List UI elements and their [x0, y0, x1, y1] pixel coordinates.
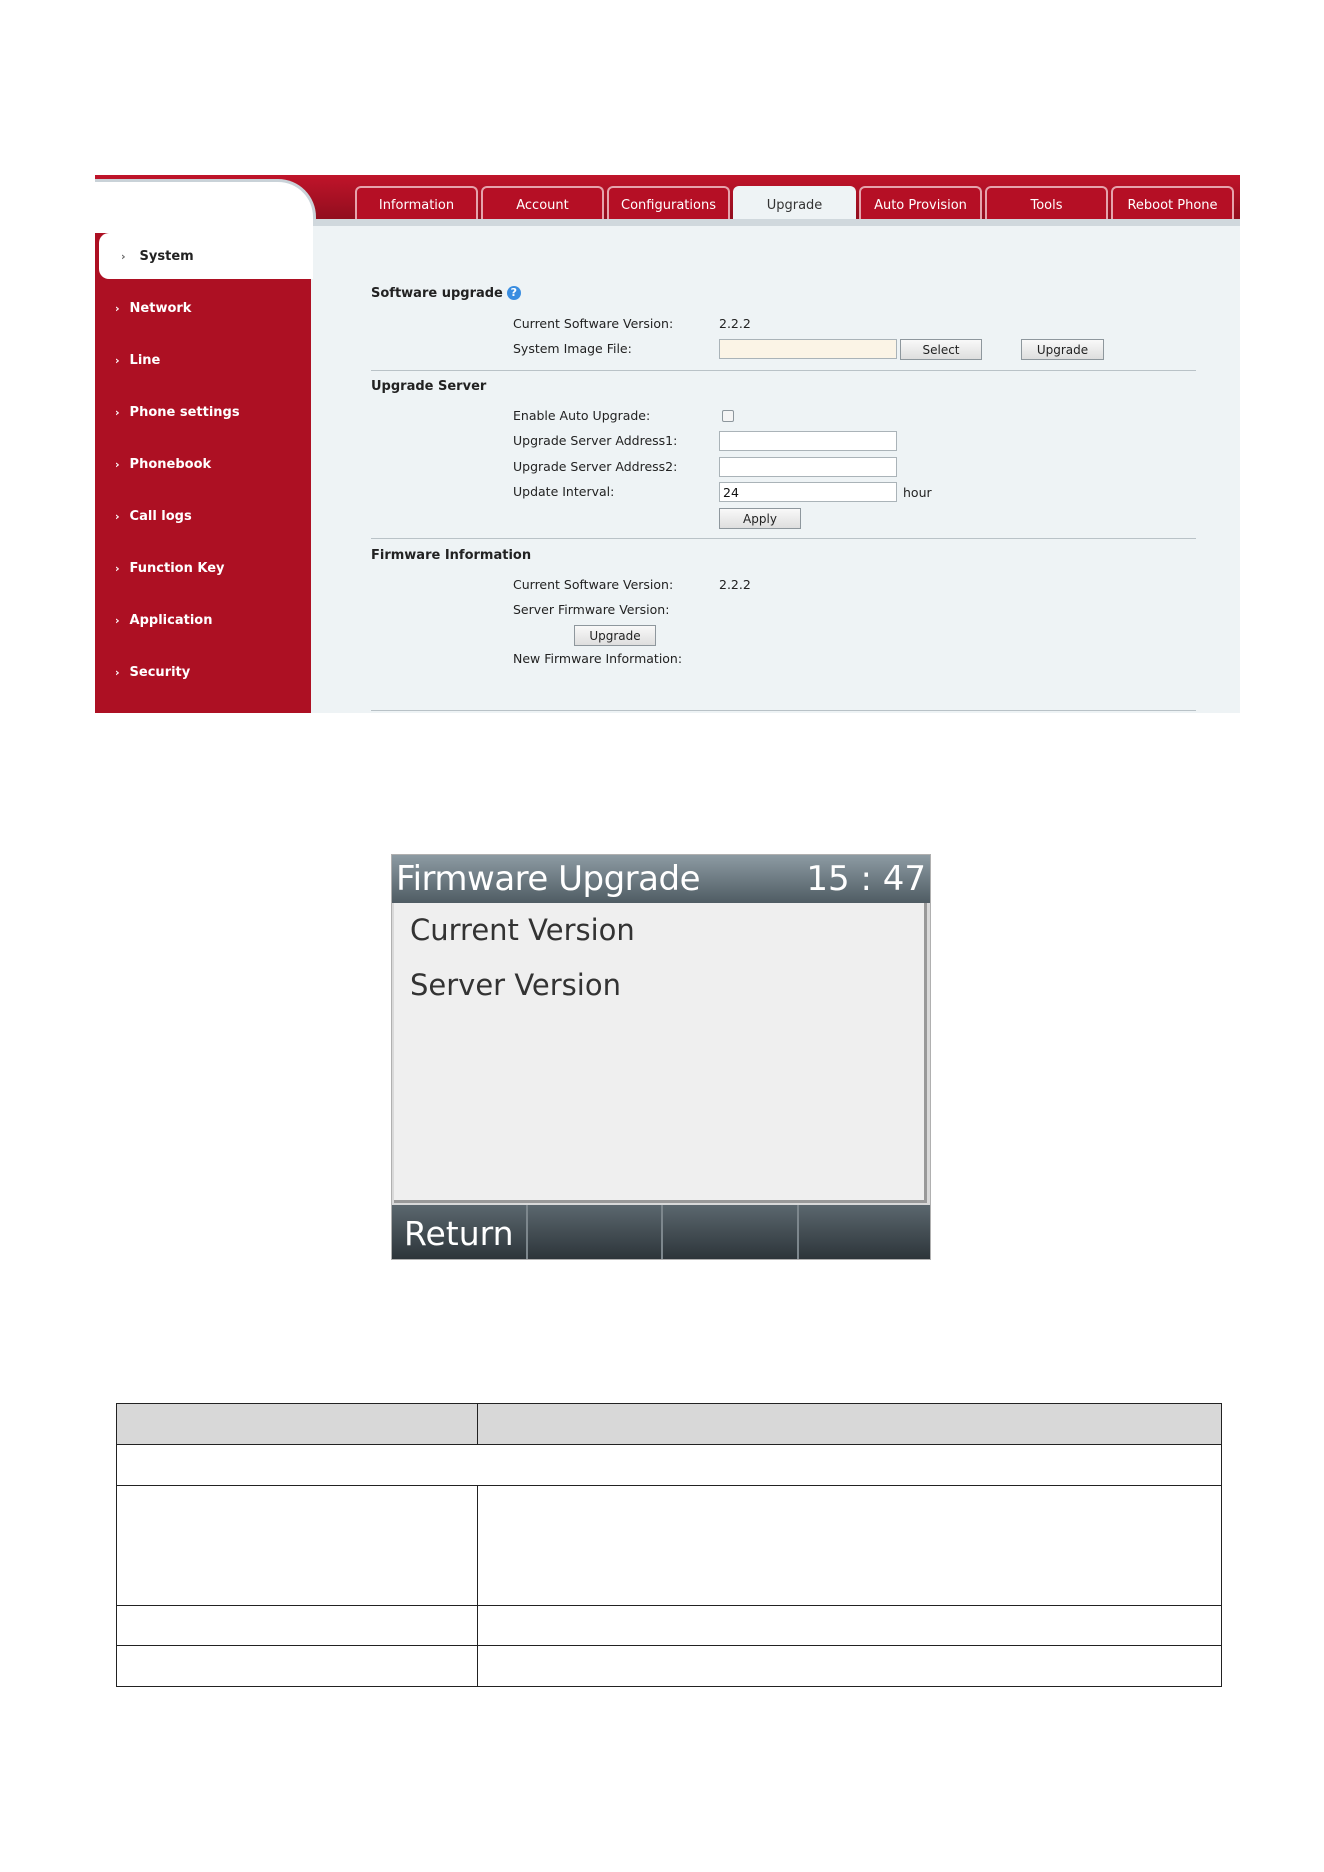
enable-auto-upgrade-checkbox[interactable]: [722, 410, 734, 422]
table-cell: [117, 1486, 478, 1606]
tab-upgrade[interactable]: Upgrade: [733, 186, 856, 223]
sidebar-item-function-key[interactable]: [95, 545, 311, 591]
software-upgrade-button[interactable]: Upgrade: [1021, 339, 1104, 360]
update-interval-label: Update Interval:: [513, 484, 615, 499]
current-software-version-value: 2.2.2: [719, 316, 751, 331]
chevron-right-icon: ›: [115, 457, 120, 471]
chevron-right-icon: ›: [115, 561, 120, 575]
tab-configurations[interactable]: Configurations: [607, 186, 730, 223]
table-cell-merged: [117, 1445, 1222, 1486]
main-tab-bar: [355, 181, 1234, 223]
chevron-right-icon: ›: [115, 405, 120, 419]
sidebar-item-label: Line: [129, 352, 161, 368]
upgrade-server-address1-label: Upgrade Server Address1:: [513, 433, 678, 448]
phone-clock: 15 : 47: [806, 859, 926, 899]
sidebar-item-label: Security: [129, 664, 191, 680]
table-cell: [478, 1606, 1222, 1646]
sidebar-item-application[interactable]: [95, 597, 311, 643]
upgrade-server-heading: Upgrade Server: [371, 379, 487, 394]
phone-menu-item-current-version[interactable]: Current Version: [410, 913, 635, 947]
sidebar-item-line[interactable]: [95, 337, 311, 383]
section-divider: [371, 370, 1196, 371]
sidebar-item-security[interactable]: [95, 649, 311, 695]
chevron-right-icon: ›: [121, 249, 126, 263]
table-row: [117, 1486, 1222, 1606]
software-upgrade-heading: [371, 286, 521, 301]
chevron-right-icon: ›: [115, 301, 120, 315]
softkey-return[interactable]: Return: [392, 1205, 528, 1260]
sidebar-item-label: Phonebook: [129, 456, 212, 472]
sidebar-item-label: Call logs: [129, 508, 192, 524]
table-header-cell: [478, 1404, 1222, 1445]
chevron-right-icon: ›: [115, 353, 120, 367]
chevron-right-icon: ›: [115, 665, 120, 679]
upgrade-server-address2-label: Upgrade Server Address2:: [513, 459, 678, 474]
sidebar-item-phone-settings[interactable]: [95, 389, 311, 435]
phone-softkey-bar: [392, 1205, 931, 1260]
sidebar-item-label: Application: [129, 612, 213, 628]
sidebar-item-label: System: [139, 248, 194, 264]
firmware-upgrade-button[interactable]: Upgrade: [574, 625, 656, 646]
table-cell: [117, 1606, 478, 1646]
question-circle-icon[interactable]: ?: [507, 286, 521, 300]
table-row: [117, 1646, 1222, 1687]
table-row: [117, 1445, 1222, 1486]
tab-tools[interactable]: Tools: [985, 186, 1108, 223]
web-admin-screenshot: [95, 175, 1240, 713]
tab-account[interactable]: Account: [481, 186, 604, 223]
section-divider: [371, 710, 1196, 711]
table-cell: [478, 1486, 1222, 1606]
firmware-information-heading: Firmware Information: [371, 548, 532, 563]
sidebar-item-label: Function Key: [129, 560, 225, 576]
new-firmware-information-label: New Firmware Information:: [513, 651, 683, 666]
section-title-text: Software upgrade: [371, 286, 503, 301]
system-image-file-input[interactable]: [719, 339, 897, 359]
parameter-table: [116, 1403, 1222, 1687]
update-interval-unit: hour: [903, 485, 932, 500]
enable-auto-upgrade-label: Enable Auto Upgrade:: [513, 408, 651, 423]
chevron-right-icon: ›: [115, 613, 120, 627]
upgrade-content-panel: [313, 226, 1240, 713]
section-divider: [371, 538, 1196, 539]
sidebar-item-label: Network: [129, 300, 192, 316]
table-header-row: [117, 1404, 1222, 1445]
tab-information[interactable]: Information: [355, 186, 478, 223]
table-cell: [478, 1646, 1222, 1687]
system-image-file-label: System Image File:: [513, 341, 632, 356]
tab-reboot-phone[interactable]: Reboot Phone: [1111, 186, 1234, 223]
phone-menu-item-server-version[interactable]: Server Version: [410, 968, 621, 1002]
sidebar-item-label: Phone settings: [129, 404, 240, 420]
softkey-4[interactable]: [799, 1205, 932, 1260]
firmware-current-version-label: Current Software Version:: [513, 577, 674, 592]
table-cell: [117, 1646, 478, 1687]
phone-title-bar: [392, 855, 931, 903]
chevron-right-icon: ›: [115, 509, 120, 523]
apply-button[interactable]: Apply: [719, 508, 801, 529]
firmware-current-version-value: 2.2.2: [719, 577, 751, 592]
current-software-version-label: Current Software Version:: [513, 316, 674, 331]
tab-auto-provision[interactable]: Auto Provision: [859, 186, 982, 223]
sidebar: [95, 233, 311, 713]
upgrade-server-address2-input[interactable]: [719, 457, 897, 477]
phone-menu-body: [394, 903, 927, 1203]
sidebar-item-phonebook[interactable]: [95, 441, 311, 487]
sidebar-item-network[interactable]: [95, 285, 311, 331]
tab-bar-underline: [313, 219, 1240, 226]
upgrade-server-address1-input[interactable]: [719, 431, 897, 451]
sidebar-item-system[interactable]: [99, 233, 315, 279]
phone-lcd-screenshot: [391, 854, 931, 1260]
sidebar-item-call-logs[interactable]: [95, 493, 311, 539]
softkey-2[interactable]: [528, 1205, 664, 1260]
select-file-button[interactable]: Select: [900, 339, 982, 360]
update-interval-input[interactable]: [719, 482, 897, 502]
server-firmware-version-label: Server Firmware Version:: [513, 602, 670, 617]
softkey-3[interactable]: [663, 1205, 799, 1260]
table-row: [117, 1606, 1222, 1646]
phone-screen-title: Firmware Upgrade: [396, 859, 700, 899]
table-header-cell: [117, 1404, 478, 1445]
